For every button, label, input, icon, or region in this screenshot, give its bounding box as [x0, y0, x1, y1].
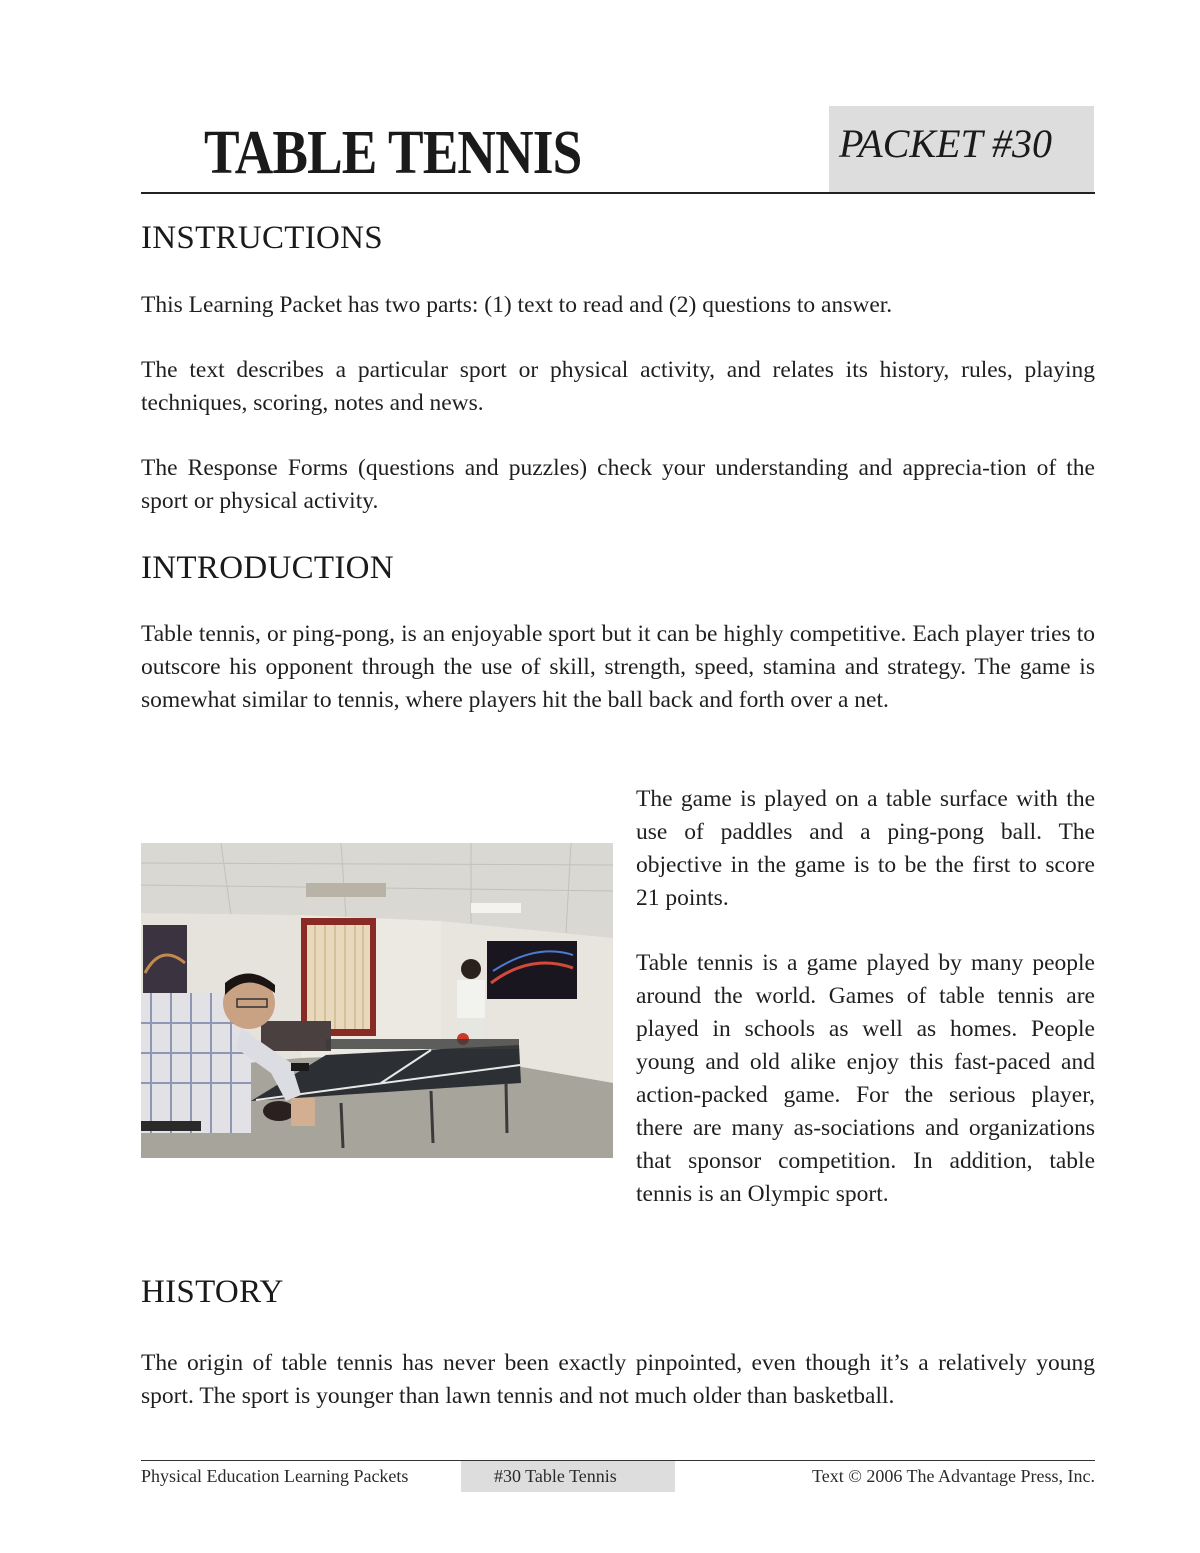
introduction-paragraph-1: Table tennis, or ping-pong, is an enjoyable sport but it can be highly competitive. Each player tries to outscore his opponent through the use of skill, strength, speed, stamina and strategy. The game is somewhat similar to tennis, where players hit the ball back and forth over a net. [141, 621, 1095, 713]
instructions-paragraph-3: The Response Forms (questions and puzzles) check your understanding and apprecia-tion of the sport or physical activity. [141, 455, 1095, 514]
instructions-heading: INSTRUCTIONS [141, 220, 383, 256]
introduction-paragraph-2: The game is played on a table surface with the use of paddles and a ping-pong ball. The objective in the game is to be the first to score 21 points. [636, 786, 1095, 911]
footer-copyright: Text © 2006 The Advantage Press, Inc. [811, 1466, 1095, 1486]
instructions-paragraph-2: The text describes a particular sport or physical activity, and relates its history, rules, playing techniques, scoring, notes and news. [141, 357, 1095, 416]
table-tennis-photo [141, 843, 613, 1158]
page-title: TABLE TENNIS [204, 119, 582, 187]
history-paragraph-1: The origin of table tennis has never been exactly pinpointed, even though it’s a relatively young sport. The sport is younger than lawn tennis and not much older than basketball. [141, 1350, 1095, 1409]
instructions-paragraph-1: This Learning Packet has two parts: (1) text to read and (2) questions to answer. [141, 292, 893, 318]
packet-number-label: PACKET #30 [839, 121, 1053, 166]
introduction-paragraph-3: Table tennis is a game played by many people around the world. Games of table tennis are played in schools as well as homes. People young and old alike enjoy this fast-paced and action-packed game. For the serious player, there are many as-sociations and organizations that sponsor competition. In addition, table tennis is an Olympic sport. [636, 950, 1095, 1207]
introduction-heading: INTRODUCTION [141, 550, 394, 586]
header-divider [141, 192, 1095, 194]
footer-series-title: Physical Education Learning Packets [141, 1466, 409, 1486]
footer-packet-title: #30 Table Tennis [494, 1466, 617, 1486]
history-heading: HISTORY [141, 1274, 284, 1310]
